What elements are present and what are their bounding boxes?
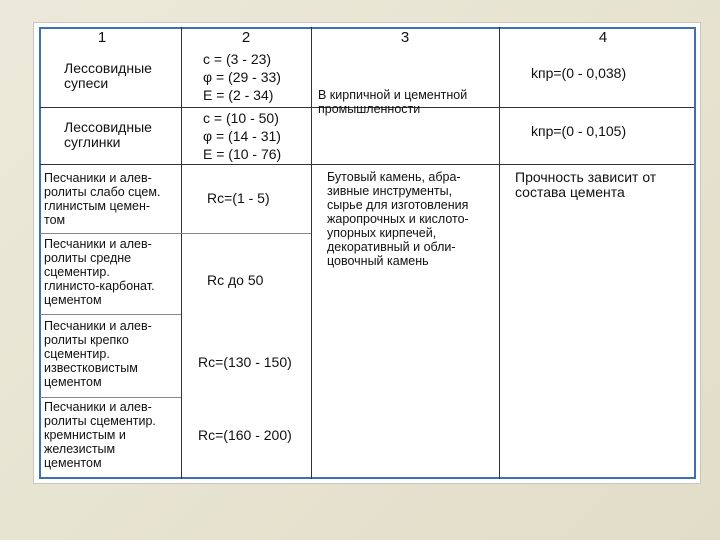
soil-param: E = (2 - 34) bbox=[203, 87, 274, 103]
permeability-coefficient: kпр=(0 - 0,105) bbox=[531, 123, 627, 139]
column-divider-2 bbox=[311, 27, 312, 479]
rock-name: Песчаники и алев- ролиты сцементир. кремнистым и железистым цементом bbox=[44, 400, 156, 470]
column-header-4: 4 bbox=[598, 29, 608, 46]
column-divider-3 bbox=[499, 27, 500, 479]
column-header-3: 3 bbox=[400, 29, 410, 46]
rock-strength: Rс=(130 - 150) bbox=[198, 354, 292, 370]
rock-name: Песчаники и алев- ролиты слабо сцем. глинистым цемен- том bbox=[44, 171, 161, 227]
rock-name: Песчаники и алев- ролиты крепко сцементир. известковистым цементом bbox=[44, 319, 152, 389]
rock-strength: Rс=(1 - 5) bbox=[207, 190, 270, 206]
soil-param: E = (10 - 76) bbox=[203, 146, 282, 162]
column-header-1: 1 bbox=[97, 29, 107, 46]
rock-name: Песчаники и алев- ролиты средне сцементир. глинисто-карбонат. цементом bbox=[44, 237, 155, 307]
permeability-coefficient: kпр=(0 - 0,038) bbox=[531, 65, 627, 81]
column-divider-1 bbox=[181, 27, 182, 479]
rock-strength-note: Прочность зависит от состава цемента bbox=[515, 169, 657, 200]
soil-param: c = (10 - 50) bbox=[203, 110, 279, 126]
soil-param: φ = (14 - 31) bbox=[203, 128, 281, 144]
row-divider-5 bbox=[40, 397, 181, 398]
rock-usage: Бутовый камень, абра- зивные инструменты, сырье для изготовления жаропрочных и кислото- упорных кирпечей, декоративный и обли- цовочный камень bbox=[327, 170, 469, 268]
soil-param: c = (3 - 23) bbox=[203, 51, 272, 67]
column-header-2: 2 bbox=[241, 29, 251, 46]
soil-name: Лессовидные супеси bbox=[64, 60, 152, 91]
row-divider-4 bbox=[40, 314, 181, 315]
row-divider-3 bbox=[40, 233, 311, 234]
rock-strength: Rс=(160 - 200) bbox=[198, 427, 292, 443]
row-divider-2 bbox=[40, 164, 694, 165]
rock-strength: Rс до 50 bbox=[207, 272, 264, 288]
rock-properties-table bbox=[40, 27, 694, 479]
soil-param: φ = (29 - 33) bbox=[203, 69, 281, 85]
soil-name: Лессовидные суглинки bbox=[64, 119, 152, 150]
soil-usage: В кирпичной и цементной промышленности bbox=[318, 88, 468, 116]
